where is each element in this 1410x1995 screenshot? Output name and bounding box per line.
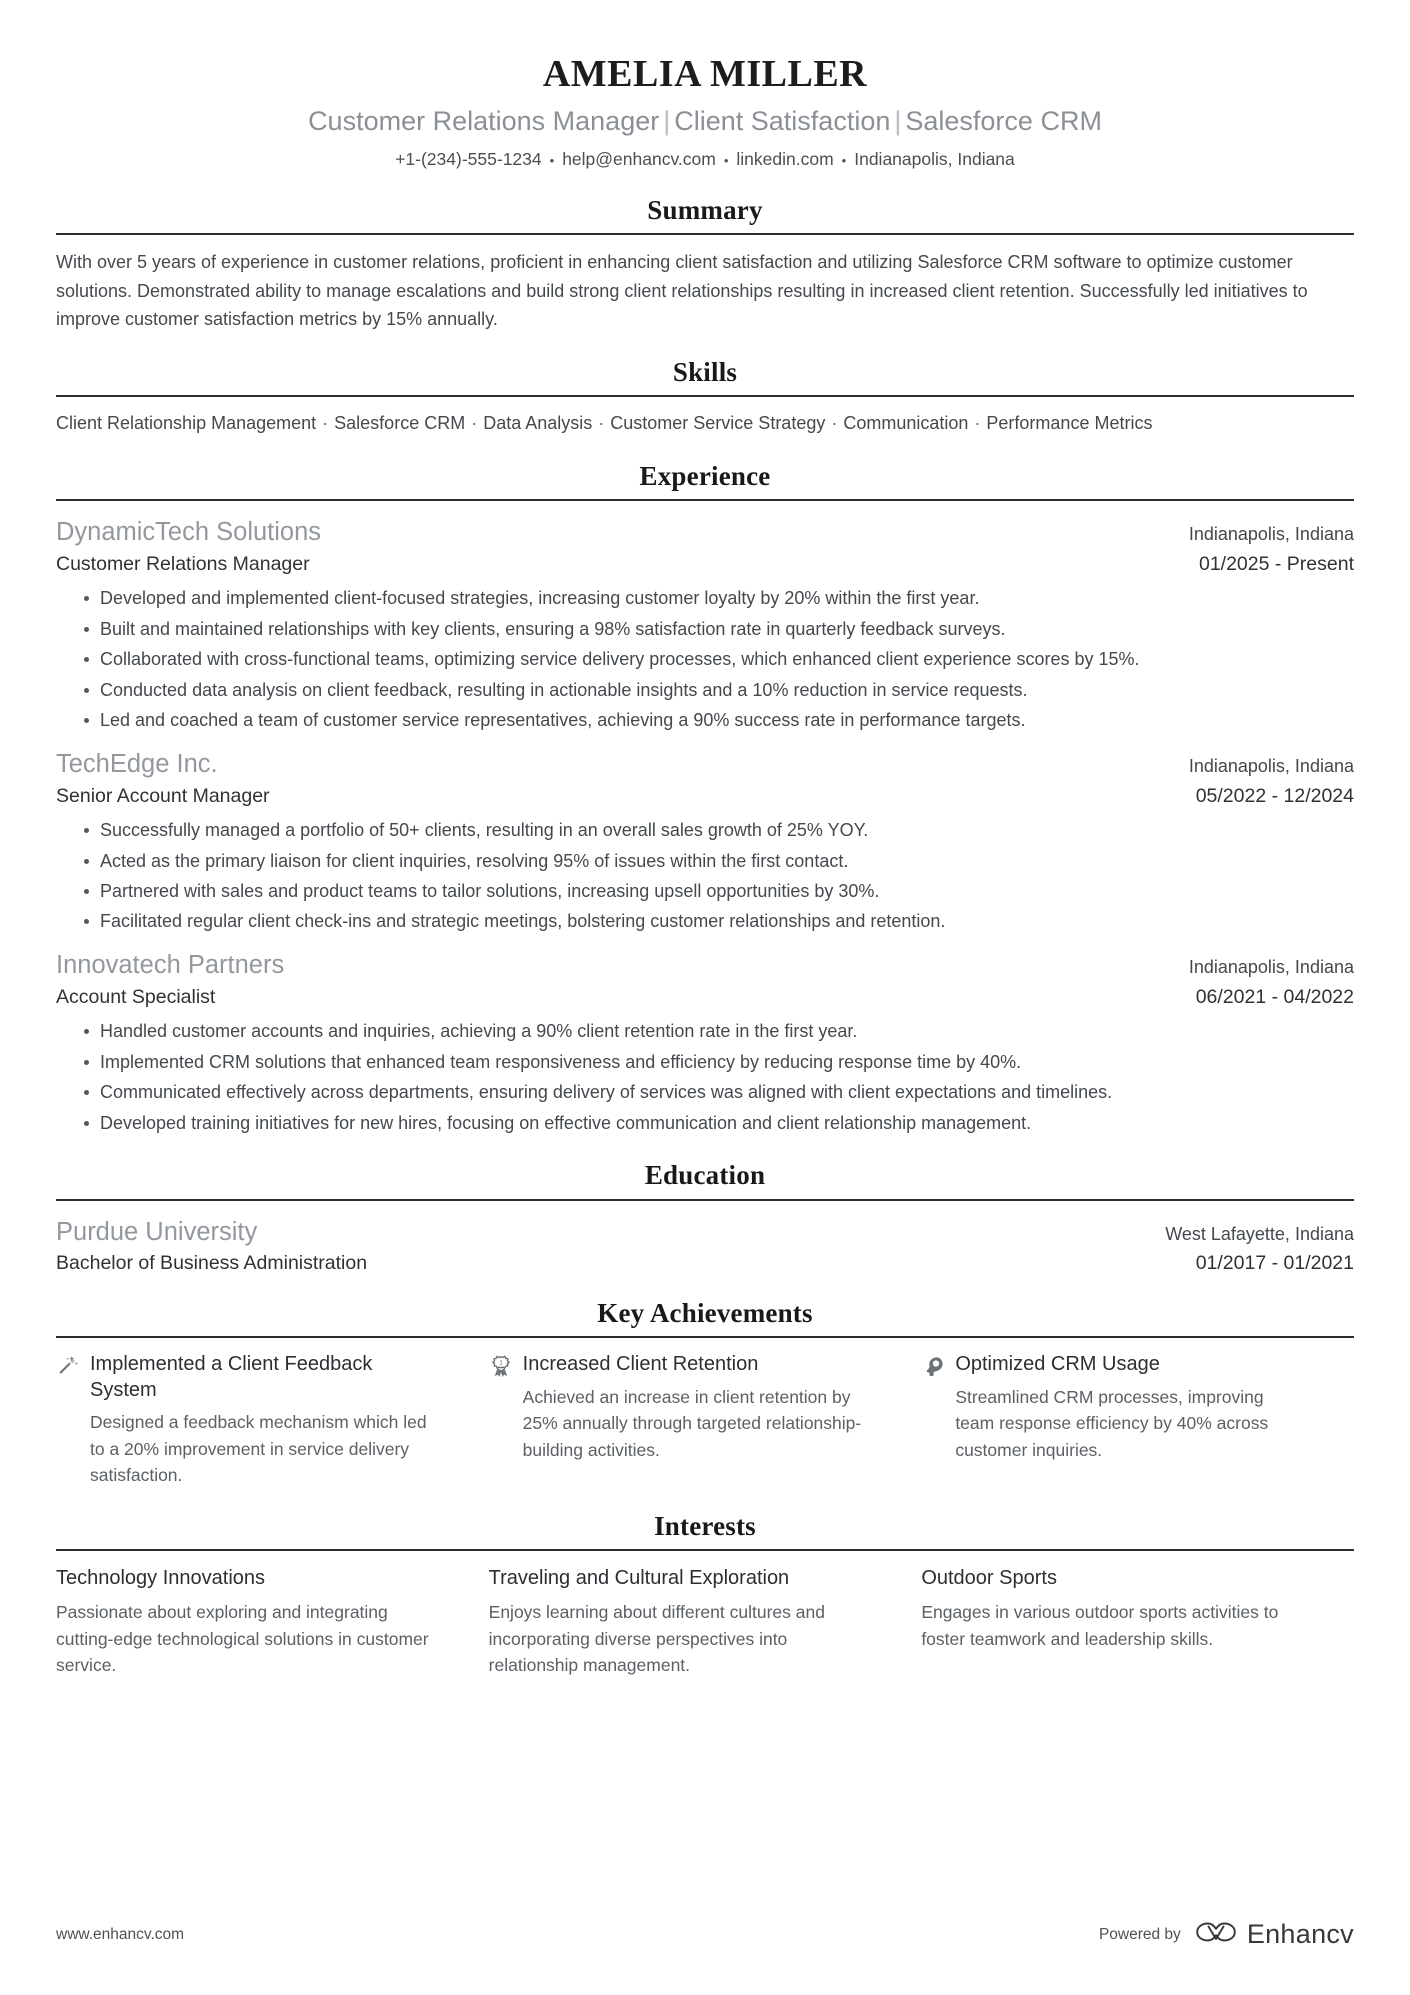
section-title-interests: Interests xyxy=(654,1511,756,1542)
experience-entry xyxy=(56,517,1354,735)
interest-title: Traveling and Cultural Exploration xyxy=(488,1567,790,1590)
experience-company: TechEdge Inc. xyxy=(56,749,218,778)
footer-branding xyxy=(1099,1918,1354,1951)
contact-linkedin[interactable]: linkedin.com xyxy=(736,149,834,170)
skill-item: Data Analysis xyxy=(483,412,593,433)
experience-entry-subheader xyxy=(56,985,1354,1010)
candidate-headline xyxy=(56,105,1354,139)
section-title-experience: Experience xyxy=(639,460,771,491)
lightbulb-head-icon xyxy=(921,1352,945,1378)
contact-phone: +1-(234)-555-1234 xyxy=(395,149,542,170)
svg-text:1: 1 xyxy=(498,1358,503,1366)
achievement-title: Optimized CRM Usage xyxy=(955,1353,1160,1376)
experience-location: Indianapolis, Indiana xyxy=(1188,957,1354,978)
experience-bullet: Led and coached a team of customer service representatives, achieving a 90% success rate in performance targets. xyxy=(84,707,1354,735)
achievement-item xyxy=(921,1352,1354,1488)
headline-separator-1: | xyxy=(894,105,902,136)
experience-company: Innovatech Partners xyxy=(56,951,285,980)
section-rule-experience xyxy=(56,499,1354,501)
skill-item: Client Relationship Management xyxy=(56,412,317,433)
experience-bullet-list xyxy=(56,1018,1354,1137)
skill-item: Salesforce CRM xyxy=(334,412,466,433)
interest-description: Engages in various outdoor sports activities to foster teamwork and leadership skills. xyxy=(921,1602,1279,1649)
section-title-achievements: Key Achievements xyxy=(597,1297,813,1328)
interest-title: Technology Innovations xyxy=(56,1567,266,1590)
interest-item xyxy=(56,1565,489,1678)
achievement-description: Streamlined CRM processes, improving team response efficiency by 40% across customer inquiries. xyxy=(955,1387,1269,1460)
experience-job-title: Senior Account Manager xyxy=(56,784,270,807)
achievement-title: Increased Client Retention xyxy=(522,1353,759,1376)
section-title-summary: Summary xyxy=(647,194,763,225)
contact-location: Indianapolis, Indiana xyxy=(854,149,1015,170)
section-experience xyxy=(56,460,1354,1138)
experience-entry-subheader xyxy=(56,552,1354,577)
experience-entry-subheader xyxy=(56,784,1354,809)
section-rule-education xyxy=(56,1199,1354,1201)
experience-bullet: Partnered with sales and product teams to tailor solutions, increasing upsell opportunities by 30%. xyxy=(84,878,1354,906)
section-rule-interests xyxy=(56,1549,1354,1551)
enhancv-wordmark: Enhancv xyxy=(1246,1919,1354,1949)
education-entry xyxy=(56,1217,1354,1275)
experience-bullet: Handled customer accounts and inquiries, achieving a 90% client retention rate in the first year. xyxy=(84,1018,1354,1046)
achievement-title: Implemented a Client Feedback System xyxy=(90,1353,373,1401)
achievements-grid xyxy=(56,1352,1354,1488)
section-education xyxy=(56,1159,1354,1274)
contact-email[interactable]: help@enhancv.com xyxy=(562,149,716,170)
section-skills xyxy=(56,356,1354,438)
experience-job-title: Customer Relations Manager xyxy=(56,553,310,576)
interest-title: Outdoor Sports xyxy=(921,1567,1057,1590)
education-location: West Lafayette, Indiana xyxy=(1165,1223,1354,1244)
experience-entry xyxy=(56,950,1354,1137)
experience-dates: 01/2025 - Present xyxy=(1198,553,1354,576)
interest-item xyxy=(489,1565,922,1678)
skill-separator: · xyxy=(593,412,610,433)
experience-bullet: Facilitated regular client check-ins and strategic meetings, bolstering customer relationships and retention. xyxy=(84,908,1354,936)
contact-separator-1: • xyxy=(723,152,729,168)
skills-list xyxy=(56,410,1236,438)
interest-item xyxy=(921,1565,1354,1678)
achievement-item xyxy=(56,1352,489,1488)
section-rule-skills xyxy=(56,395,1354,397)
experience-bullet-list xyxy=(56,585,1354,734)
headline-part-1: Client Satisfaction xyxy=(674,105,891,136)
education-degree: Bachelor of Business Administration xyxy=(56,1251,368,1274)
experience-bullet: Communicated effectively across departments, ensuring delivery of services was aligned with client expectations and timelines. xyxy=(84,1079,1354,1107)
experience-bullet-list xyxy=(56,817,1354,936)
education-dates: 01/2017 - 01/2021 xyxy=(1195,1251,1354,1274)
experience-job-title: Account Specialist xyxy=(56,986,216,1009)
experience-dates: 06/2021 - 04/2022 xyxy=(1195,986,1354,1009)
contact-separator-0: • xyxy=(549,152,555,168)
skill-item: Communication xyxy=(843,412,969,433)
headline-part-0: Customer Relations Manager xyxy=(308,105,660,136)
section-rule-summary xyxy=(56,233,1354,235)
contact-separator-2: • xyxy=(841,152,847,168)
candidate-name: AMELIA MILLER xyxy=(542,53,868,95)
section-achievements xyxy=(56,1297,1354,1488)
skill-item: Customer Service Strategy xyxy=(610,412,826,433)
experience-bullet: Implemented CRM solutions that enhanced team responsiveness and efficiency by reducing response time by 40%. xyxy=(84,1049,1354,1077)
achievement-header xyxy=(921,1352,1302,1378)
experience-entry-header xyxy=(56,517,1354,549)
experience-bullet: Developed training initiatives for new hires, focusing on effective communication and client relationship management. xyxy=(84,1110,1354,1138)
section-title-education: Education xyxy=(644,1160,766,1191)
education-entry-header xyxy=(56,1217,1354,1249)
experience-company: DynamicTech Solutions xyxy=(56,518,322,547)
experience-bullet: Conducted data analysis on client feedback, resulting in actionable insights and a 10% reduction in service requests. xyxy=(84,677,1354,705)
footer-website-url[interactable]: www.enhancv.com xyxy=(56,1925,185,1943)
skill-separator: · xyxy=(969,412,986,433)
achievement-header xyxy=(56,1352,437,1403)
achievement-header xyxy=(489,1352,870,1378)
section-summary xyxy=(56,194,1354,334)
resume-header xyxy=(56,40,1354,172)
experience-bullet: Built and maintained relationships with key clients, ensuring a 98% satisfaction rate in quarterly feedback surveys. xyxy=(84,616,1354,644)
enhancv-logo xyxy=(1194,1918,1354,1951)
headline-separator-0: | xyxy=(663,105,671,136)
experience-location: Indianapolis, Indiana xyxy=(1188,755,1354,776)
powered-by-label: Powered by xyxy=(1098,1925,1181,1943)
section-interests xyxy=(56,1510,1354,1678)
skill-item: Performance Metrics xyxy=(986,412,1153,433)
education-entry-subheader xyxy=(56,1252,1354,1275)
experience-entry xyxy=(56,749,1354,936)
education-school: Purdue University xyxy=(56,1217,258,1246)
skill-separator: · xyxy=(826,412,843,433)
section-rule-achievements xyxy=(56,1336,1354,1338)
experience-bullet: Successfully managed a portfolio of 50+ clients, resulting in an overall sales growth of 25% YOY. xyxy=(84,817,1354,845)
experience-bullet: Collaborated with cross-functional teams, optimizing service delivery processes, which enhanced client experience scores by 15%. xyxy=(84,646,1354,674)
magic-wand-icon xyxy=(56,1352,80,1378)
achievement-description: Designed a feedback mechanism which led to a 20% improvement in service delivery satisfaction. xyxy=(90,1412,427,1485)
skill-separator: · xyxy=(466,412,483,433)
experience-location: Indianapolis, Indiana xyxy=(1188,524,1354,545)
experience-entry-header xyxy=(56,950,1354,982)
page-footer xyxy=(56,1918,1354,1951)
interest-description: Enjoys learning about different cultures and incorporating diverse perspectives into relationship management. xyxy=(488,1602,825,1675)
achievement-item xyxy=(489,1352,922,1488)
experience-bullet: Acted as the primary liaison for client inquiries, resolving 95% of issues within the first contact. xyxy=(84,848,1354,876)
experience-bullet: Developed and implemented client-focused strategies, increasing customer loyalty by 20% within the first year. xyxy=(84,585,1354,613)
experience-entry-header xyxy=(56,749,1354,781)
experience-entries xyxy=(56,517,1354,1137)
section-title-skills: Skills xyxy=(672,356,738,387)
interests-grid xyxy=(56,1565,1354,1678)
contact-line xyxy=(56,147,1354,172)
skill-separator: · xyxy=(317,412,334,433)
achievement-description: Achieved an increase in client retention by 25% annually through targeted relationship-building activities. xyxy=(522,1387,862,1460)
summary-text: With over 5 years of experience in customer relations, proficient in enhancing client satisfaction and utilizing Salesforce CRM software to optimize customer solutions. Demonstrated ability to manage escalations and build strong client relationships resulting in increased client retention. Successfully led initiatives to improve customer satisfaction metrics by 15% annually. xyxy=(56,252,1308,330)
interest-description: Passionate about exploring and integrating cutting-edge technological solutions in customer service. xyxy=(56,1602,429,1675)
headline-part-2: Salesforce CRM xyxy=(905,105,1102,136)
education-entries xyxy=(56,1217,1354,1275)
experience-dates: 05/2022 - 12/2024 xyxy=(1195,784,1354,807)
award-ribbon-icon xyxy=(489,1352,513,1378)
enhancv-mark-icon xyxy=(1194,1918,1238,1951)
